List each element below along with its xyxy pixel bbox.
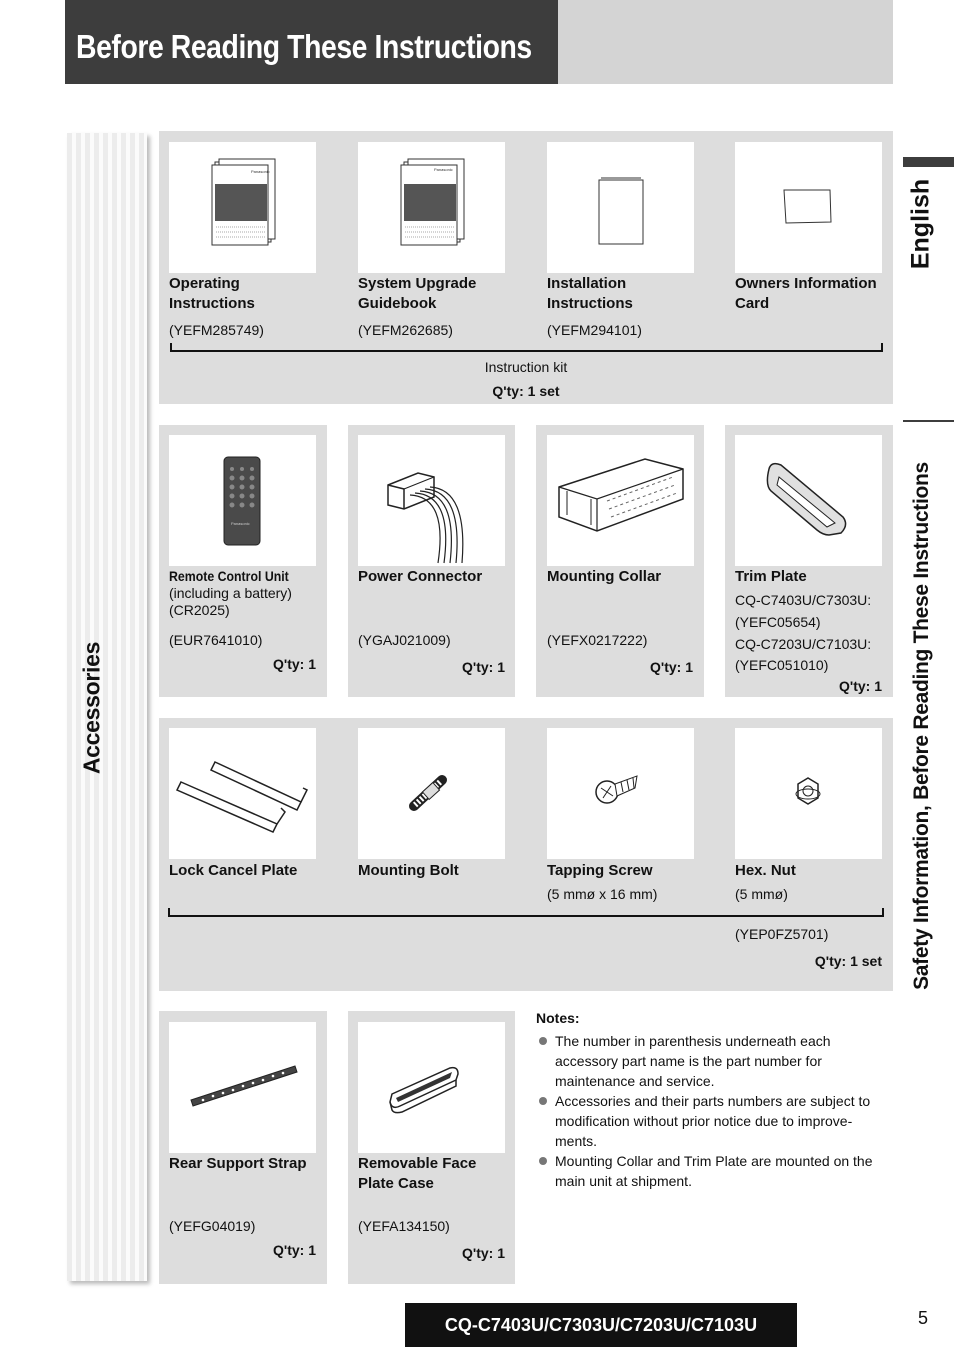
- system-upgrade-guidebook-image: [358, 142, 505, 273]
- face-plate-case-icon: [358, 1022, 505, 1153]
- svg-text:Panasonic: Panasonic: [231, 521, 250, 526]
- bullet-icon: [539, 1157, 547, 1165]
- qty: Q'ty: 1: [272, 656, 316, 672]
- item-note: (including a battery): [169, 585, 292, 601]
- item-name: Hex. Nut: [735, 862, 796, 879]
- item-name: Remote Control Unit: [169, 568, 289, 584]
- part-number: (YEFM262685): [358, 322, 453, 338]
- kit-qty: Q'ty: 1 set: [492, 383, 560, 399]
- model-line: CQ-C7203U/C7103U:: [735, 636, 872, 652]
- qty: Q'ty: 1: [461, 659, 505, 675]
- item-name: Trim Plate: [735, 568, 807, 585]
- owners-card-image: [735, 142, 882, 273]
- note-item: [536, 1151, 894, 1191]
- hex-nut-image: [735, 728, 882, 859]
- qty: Q'ty: 1 set: [814, 953, 882, 969]
- part-number: (YEFA134150): [358, 1218, 450, 1234]
- item-name: Installation Instructions: [547, 275, 633, 312]
- remote-control-icon: [169, 435, 316, 566]
- mounting-collar-icon: [547, 435, 694, 566]
- trim-plate-image: [735, 435, 882, 566]
- qty: Q'ty: 1: [461, 1245, 505, 1261]
- mounting-bolt-icon: [358, 728, 505, 859]
- title-bar: [65, 0, 893, 84]
- section-tab-divider: [903, 420, 954, 422]
- part-number: (YEFM285749): [169, 322, 264, 338]
- power-connector-image: [358, 435, 505, 566]
- svg-text:Panasonic: Panasonic: [434, 167, 453, 172]
- accessories-label: Accessories: [78, 641, 105, 775]
- item-name: Rear Support Strap: [169, 1155, 307, 1172]
- remote-image: [169, 435, 316, 566]
- english-tab-label[interactable]: English: [906, 178, 935, 270]
- tapping-screw-icon: [547, 728, 694, 859]
- part-number: (YEFM294101): [547, 322, 642, 338]
- model-bar: CQ-C7403U/C7303U/C7203U/C7103U: [405, 1303, 797, 1347]
- qty: Q'ty: 1: [272, 1242, 316, 1258]
- item-name: Tapping Screw: [547, 862, 653, 879]
- lock-cancel-plate-icon: [169, 728, 316, 859]
- kit-bracket: [170, 343, 883, 352]
- item-size: (5 mmø): [735, 886, 788, 902]
- notes-title: Notes:: [536, 1010, 580, 1026]
- part-number: (YGAJ021009): [358, 632, 451, 648]
- item-name: Removable Face Plate Case: [358, 1155, 477, 1192]
- installation-instructions-image: [547, 142, 694, 273]
- note-text: The number in parenthesis underneath each accessory part name is the part number for maintenance and service.: [555, 1033, 831, 1089]
- part-number: (YEFG04019): [169, 1218, 256, 1234]
- note-item: [536, 1091, 894, 1151]
- bullet-icon: [539, 1037, 547, 1045]
- notes-section: [536, 1008, 894, 1191]
- svg-text:Panasonic: Panasonic: [251, 169, 270, 174]
- note-text: Mounting Collar and Trim Plate are mounted on the main unit at shipment.: [555, 1153, 873, 1189]
- item-name: Owners Information Card: [735, 275, 877, 312]
- item-size: (5 mmø x 16 mm): [547, 886, 658, 902]
- item-name: Operating Instructions: [169, 275, 255, 312]
- note-text: Accessories and their parts numbers are subject to modification without prior notice due to improve-ments.: [555, 1093, 871, 1149]
- mounting-collar-image: [547, 435, 694, 566]
- page-title: Before Reading These Instructions: [76, 28, 532, 65]
- rear-support-strap-icon: [169, 1022, 316, 1153]
- operating-instructions-image: [169, 142, 316, 273]
- lock-cancel-plate-image: [169, 728, 316, 859]
- item-name: System Upgrade Guidebook: [358, 275, 477, 312]
- section-tab-label[interactable]: Safety Information, Before Reading These Instructions: [910, 462, 933, 990]
- model-line: CQ-C7403U/C7303U:: [735, 592, 872, 608]
- mounting-bolt-image: [358, 728, 505, 859]
- qty: Q'ty: 1: [649, 659, 693, 675]
- item-name: Power Connector: [358, 568, 483, 585]
- kit-group-label: Instruction kit: [484, 359, 568, 375]
- note-item: [536, 1031, 894, 1091]
- part-number: (YEFC05654): [735, 614, 821, 630]
- rear-strap-image: [169, 1022, 316, 1153]
- qty: Q'ty: 1: [838, 678, 882, 694]
- item-name: Lock Cancel Plate: [169, 862, 298, 879]
- part-number: (YEFX0217222): [547, 632, 648, 648]
- sheet-icon: [547, 142, 694, 273]
- card-icon: [735, 142, 882, 273]
- english-tab-marker: [903, 157, 954, 167]
- booklet-icon: [358, 142, 505, 273]
- item-note: (CR2025): [169, 602, 230, 618]
- part-number: (YEP0FZ5701): [735, 926, 829, 942]
- bullet-icon: [539, 1097, 547, 1105]
- title-block: [65, 0, 558, 84]
- item-name: Mounting Bolt: [358, 862, 459, 879]
- hex-nut-icon: [735, 728, 882, 859]
- part-number: (EUR7641010): [169, 632, 263, 648]
- tapping-screw-image: [547, 728, 694, 859]
- booklet-icon: [169, 142, 316, 273]
- item-name: Mounting Collar: [547, 568, 662, 585]
- hardware-bracket: [168, 908, 884, 917]
- part-number: (YEFC051010): [735, 657, 829, 673]
- power-connector-icon: [358, 435, 505, 566]
- face-plate-case-image: [358, 1022, 505, 1153]
- page-number: 5: [918, 1308, 929, 1328]
- trim-plate-icon: [735, 435, 882, 566]
